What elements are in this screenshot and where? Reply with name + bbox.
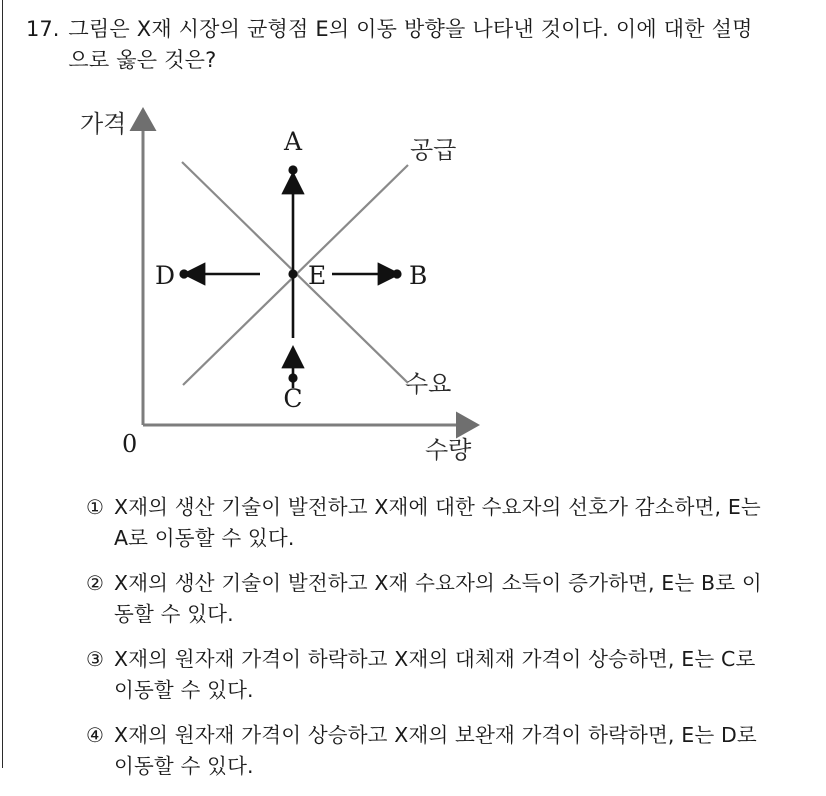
- page-scan-edge: [2, 0, 3, 768]
- label-supply-curve: 공급: [410, 136, 457, 164]
- answer-choices: [86, 492, 816, 796]
- choice-marker-4: ④: [86, 723, 104, 747]
- label-demand-curve: 수요: [405, 370, 452, 398]
- choice-marker-2: ②: [86, 571, 104, 595]
- question-block: [26, 14, 796, 76]
- point-c-dot: [288, 373, 297, 382]
- question-text: 그림은 X재 시장의 균형점 E의 이동 방향을 나타낸 것이다. 이에 대한 설명으로 옳은 것은?: [68, 17, 753, 72]
- choice-text-2: X재의 생산 기술이 발전하고 X재 수요자의 소득이 증가하면, E는 B로 이동할 수 있다.: [114, 571, 762, 626]
- choice-text-3: X재의 원자재 가격이 하락하고 X재의 대체재 가격이 상승하면, E는 C로 이동할 수 있다.: [114, 647, 756, 702]
- choice-text-4: X재의 원자재 가격이 상승하고 X재의 보완재 가격이 하락하면, E는 D로 이동할 수 있다.: [114, 723, 757, 778]
- choice-option-1[interactable]: [86, 492, 816, 554]
- movement-arrows: [195, 184, 388, 388]
- label-x-axis-quantity: 수량: [425, 436, 472, 464]
- label-point-e: E: [308, 261, 327, 290]
- label-point-d: D: [154, 261, 175, 290]
- point-b-dot: [392, 269, 401, 278]
- label-point-b: B: [409, 261, 428, 290]
- label-point-a: A: [283, 127, 303, 156]
- label-origin: 0: [122, 430, 138, 458]
- point-a-dot: [288, 165, 297, 174]
- question-number: 17.: [26, 17, 60, 41]
- point-d-dot: [179, 269, 188, 278]
- choice-option-2[interactable]: [86, 568, 816, 630]
- label-point-c: C: [283, 384, 303, 413]
- choice-text-1: X재의 생산 기술이 발전하고 X재에 대한 수요자의 선호가 감소하면, E는 A로 이동할 수 있다.: [114, 495, 761, 550]
- choice-option-4[interactable]: [86, 720, 816, 782]
- supply-demand-figure: [60, 100, 520, 472]
- choice-option-3[interactable]: [86, 644, 816, 706]
- choice-marker-1: ①: [86, 495, 104, 519]
- point-e-dot: [288, 269, 297, 278]
- choice-marker-3: ③: [86, 647, 104, 671]
- label-y-axis-price: 가격: [80, 110, 127, 138]
